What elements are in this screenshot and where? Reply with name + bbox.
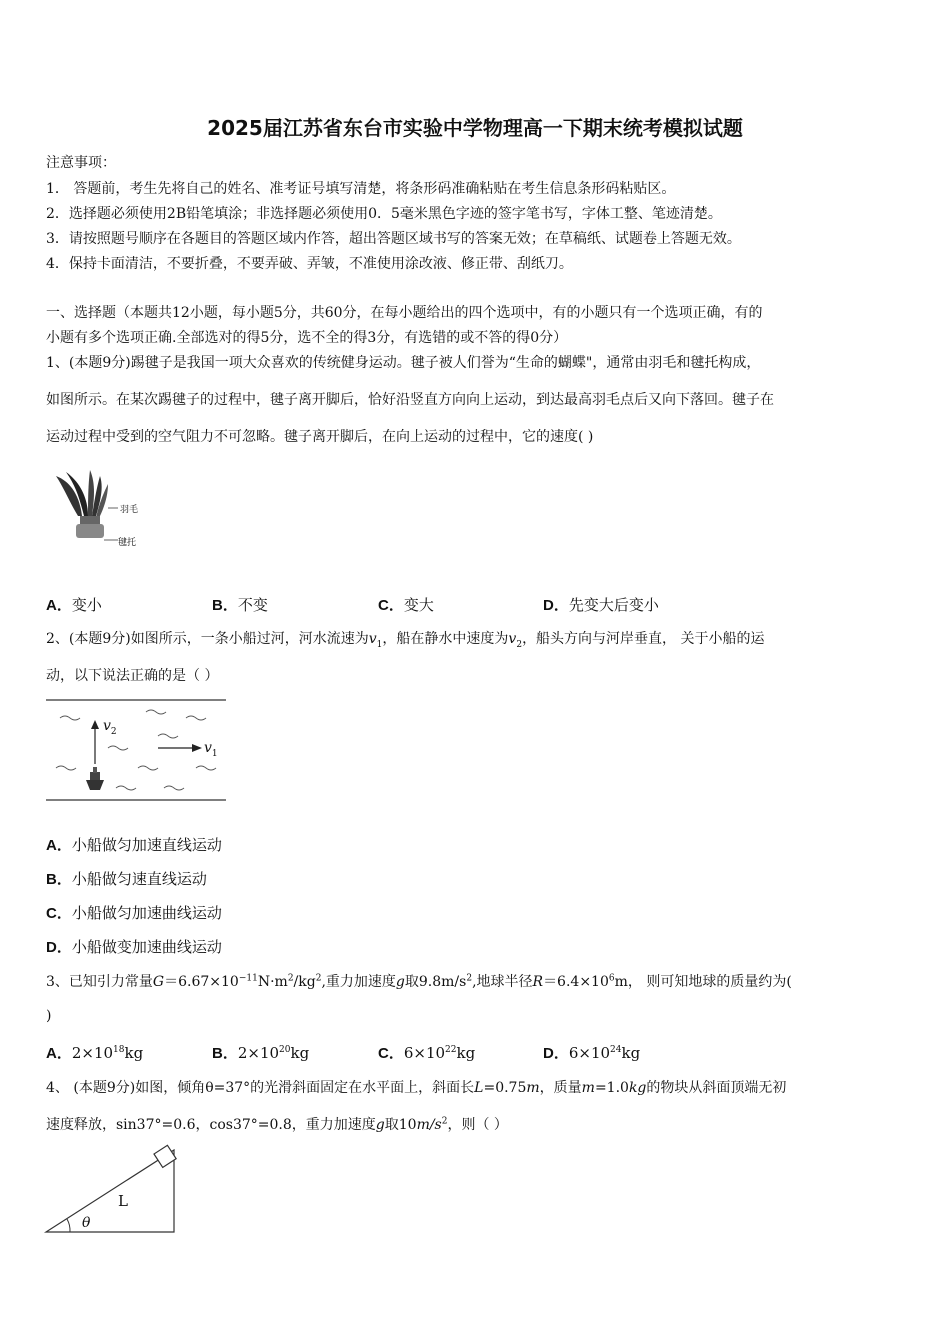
- q3-option-b[interactable]: B．$2\times 10^{20}kg$: [212, 1044, 310, 1062]
- q2-option-a[interactable]: A．小船做匀加速直线运动: [46, 836, 222, 854]
- q3-line-1: 3、已知引力常量$G=6.67\times 10^{-11}N\cdot m^2/kg^2$,重力加速度g取$9.8m/s^2$,地球半径$R=6.4\times 10^6m$， 则可知地球的质量约为(: [46, 973, 792, 990]
- river-figure: [46, 696, 228, 806]
- base-label: 毽托: [118, 538, 137, 548]
- q1-option-b[interactable]: B．不变: [212, 596, 268, 614]
- q2-option-d[interactable]: D．小船做变加速曲线运动: [46, 938, 222, 956]
- q2-line-1: 2、(本题9分)如图所示，一条小船过河，河水流速为$v_1$，船在静水中速度为$v_2$，船头方向与河岸垂直， 关于小船的运: [46, 631, 765, 650]
- page-title: 2025届江苏省东台市实验中学物理高一下期末统考模拟试题: [207, 116, 743, 140]
- fig-v1-label: $v_1$: [204, 740, 218, 759]
- q3-option-c[interactable]: C．$6\times 10^{22}kg$: [378, 1044, 476, 1062]
- q2-option-c[interactable]: C．小船做匀加速曲线运动: [46, 904, 222, 922]
- notice-item-1: 1． 答题前，考生先将自己的姓名、准考证号填写清楚，将条形码准确粘贴在考生信息条形码粘贴区。: [46, 181, 676, 197]
- q1-line-2: 如图所示。在某次踢毽子的过程中，毽子离开脚后，恰好沿竖直方向向上运动，到达最高羽毛点后又向下落回。毽子在: [46, 392, 774, 408]
- q1-option-d[interactable]: D．先变大后变小: [543, 596, 659, 614]
- q2-option-b[interactable]: B．小船做匀速直线运动: [46, 870, 207, 888]
- q1-line-3: 运动过程中受到的空气阻力不可忽略。毽子离开脚后，在向上运动的过程中，它的速度( ): [46, 429, 594, 445]
- feather-label: 羽毛: [120, 505, 139, 515]
- q1-option-c[interactable]: C．变大: [378, 596, 434, 614]
- q3-option-d[interactable]: D．$6\times 10^{24}kg$: [543, 1044, 641, 1062]
- section-instructions-line-2: 小题有多个选项正确.全部选对的得5分，选不全的得3分，有选错的或不答的得0分）: [46, 330, 568, 346]
- notice-item-4: 4．保持卡面清洁，不要折叠，不要弄破、弄皱，不准使用涂改液、修正带、刮纸刀。: [46, 256, 573, 272]
- notice-item-3: 3．请按照题号顺序在各题目的答题区域内作答，超出答题区域书写的答案无效；在草稿纸、试题卷上答题无效。: [46, 231, 741, 247]
- fig-v2-label: $v_2$: [103, 718, 117, 737]
- section-instructions-line-1: 一、选择题（本题共12小题，每小题5分，共60分，在每小题给出的四个选项中，有的小题只有一个选项正确，有的: [46, 305, 763, 321]
- q3-line-2: ): [46, 1008, 52, 1024]
- q4-line-1: 4、 (本题9分)如图，倾角θ=37°的光滑斜面固定在水平面上，斜面长L=0.75m，质量m=1.0kg的物块从斜面顶端无初: [46, 1080, 787, 1096]
- incline-figure: [46, 1144, 180, 1236]
- q2-line-2: 动，以下说法正确的是（ ）: [46, 668, 219, 684]
- q1-option-a[interactable]: A．变小: [46, 596, 102, 614]
- shuttlecock-figure: [46, 468, 156, 558]
- q3-option-a[interactable]: A．$2\times 10^{18}kg$: [46, 1044, 144, 1062]
- q4-line-2: 速度释放，sin37°=0.6，cos37°=0.8，重力加速度g取$10m/s^2$，则（ ）: [46, 1116, 508, 1133]
- incline-length-label: L: [118, 1192, 128, 1210]
- notice-item-2: 2．选择题必须使用2B铅笔填涂；非选择题必须使用0．5毫米黑色字迹的签字笔书写，字体工整、笔迹清楚。: [46, 206, 722, 222]
- q1-line-1: 1、(本题9分)踢毽子是我国一项大众喜欢的传统健身运动。毽子被人们誉为“生命的蝴蝶"，通常由羽毛和毽托构成，: [46, 355, 761, 371]
- notice-heading: 注意事项：: [46, 155, 116, 171]
- incline-angle-label: θ: [82, 1215, 91, 1231]
